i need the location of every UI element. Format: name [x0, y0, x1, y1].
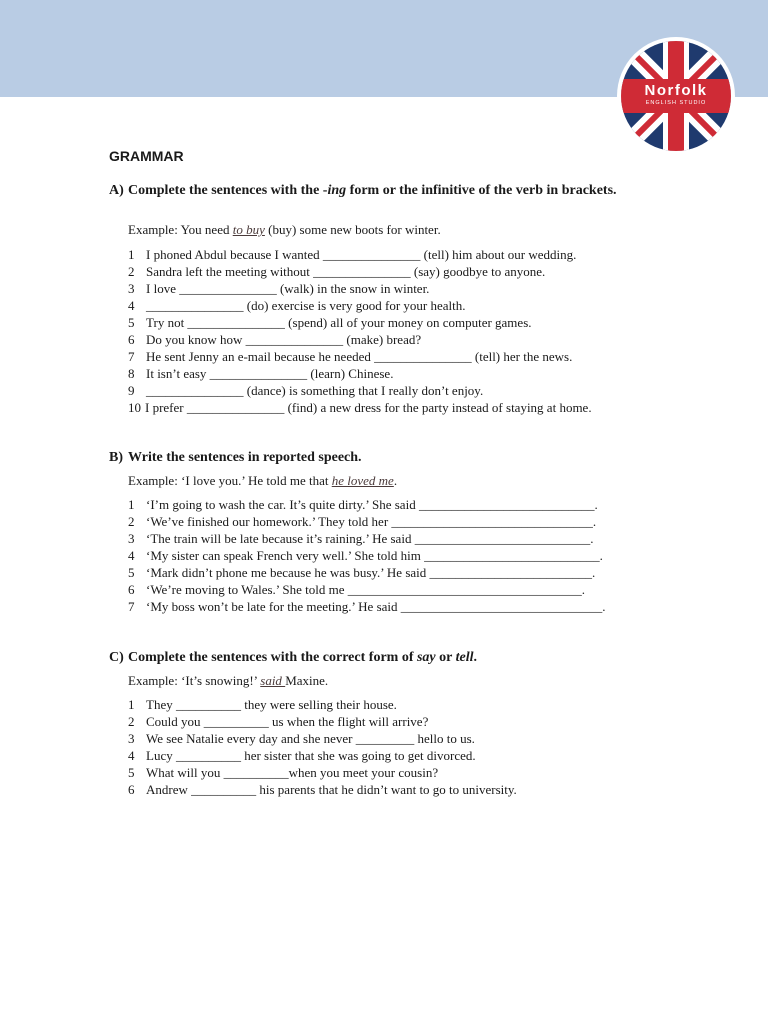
exercise-item	[128, 263, 592, 280]
exercise-item	[128, 348, 592, 365]
section-b-list	[128, 496, 606, 615]
exercise-item	[128, 547, 606, 564]
item-number: 1	[128, 497, 135, 512]
logo-name: Norfolk	[644, 82, 708, 99]
example-answer: he loved me	[331, 473, 394, 488]
section-b-title: B) Write the sentences in reported speech.	[109, 450, 362, 465]
item-number: 6	[128, 332, 135, 347]
item-number: 6	[128, 582, 135, 597]
item-number: 5	[128, 765, 135, 780]
exercise-item	[128, 764, 517, 781]
section-a-title: A) Complete the sentences with the -ing form or the infinitive of the verb in brackets.	[109, 183, 617, 198]
item-number: 1	[128, 697, 135, 712]
item-text: I love _______________ (walk) in the snow in winter.	[146, 281, 430, 296]
item-text: ‘I’m going to wash the car. It’s quite dirty.’ She said ___________________________.	[146, 497, 598, 512]
item-text: Try not _______________ (spend) all of your money on computer games.	[146, 315, 532, 330]
item-text: ‘We’re moving to Wales.’ She told me ____________________________________.	[146, 582, 586, 597]
exercise-item	[128, 747, 517, 764]
exercise-item	[128, 331, 592, 348]
norfolk-logo	[617, 37, 735, 155]
section-c-example: Example: ‘It’s snowing!’ said Maxine.	[128, 673, 329, 688]
item-text: Lucy __________ her sister that she was going to get divorced.	[146, 748, 476, 763]
section-b-letter: B)	[109, 450, 123, 465]
item-number: 2	[128, 714, 135, 729]
exercise-item	[128, 496, 606, 513]
section-a-example: Example: You need to buy (buy) some new boots for winter.	[128, 222, 441, 237]
section-a-list	[128, 246, 592, 416]
item-number: 10	[128, 400, 141, 415]
page-title: GRAMMAR	[109, 148, 184, 164]
item-text: ‘We’ve finished our homework.’ They told her _______________________________.	[146, 514, 597, 529]
section-a-letter: A)	[109, 183, 124, 198]
item-number: 5	[128, 315, 135, 330]
item-number: 5	[128, 565, 135, 580]
item-text: _______________ (dance) is something that I really don’t enjoy.	[146, 383, 484, 398]
section-c-list	[128, 696, 517, 798]
exercise-item	[128, 365, 592, 382]
item-text: ‘Mark didn’t phone me because he was busy.’ He said _________________________.	[146, 565, 596, 580]
section-b-example: Example: ‘I love you.’ He told me that he loved me.	[128, 473, 398, 488]
item-number: 4	[128, 748, 135, 763]
item-number: 2	[128, 264, 135, 279]
item-text: Could you __________ us when the flight will arrive?	[146, 714, 429, 729]
section-c-title: C) Complete the sentences with the correct form of say or tell.	[109, 650, 478, 665]
exercise-item	[128, 713, 517, 730]
exercise-item	[128, 280, 592, 297]
exercise-item	[128, 781, 517, 798]
exercise-item	[128, 696, 517, 713]
item-number: 3	[128, 731, 135, 746]
item-number: 4	[128, 298, 135, 313]
item-text: Sandra left the meeting without _______________ (say) goodbye to anyone.	[146, 264, 546, 279]
item-text: They __________ they were selling their house.	[146, 697, 397, 712]
example-answer: said	[260, 673, 286, 688]
item-text: Do you know how _______________ (make) bread?	[146, 332, 422, 347]
exercise-item	[128, 314, 592, 331]
item-text: ‘My sister can speak French very well.’ She told him ___________________________.	[146, 548, 603, 563]
item-number: 7	[128, 349, 135, 364]
exercise-item	[128, 564, 606, 581]
item-number: 7	[128, 599, 135, 614]
item-number: 2	[128, 514, 135, 529]
exercise-item	[128, 513, 606, 530]
item-text: I prefer _______________ (find) a new dress for the party instead of staying at home.	[145, 400, 592, 415]
item-text: ‘The train will be late because it’s raining.’ He said ___________________________.	[146, 531, 594, 546]
item-text: It isn’t easy _______________ (learn) Chinese.	[146, 366, 394, 381]
item-number: 3	[128, 531, 135, 546]
item-text: What will you __________when you meet your cousin?	[146, 765, 439, 780]
section-c-letter: C)	[109, 650, 124, 665]
exercise-item	[128, 730, 517, 747]
example-answer: to buy	[232, 222, 265, 237]
item-text: ‘My boss won’t be late for the meeting.’ He said _______________________________.	[146, 599, 606, 614]
exercise-item	[128, 598, 606, 615]
exercise-item	[128, 581, 606, 598]
item-text: _______________ (do) exercise is very good for your health.	[146, 298, 466, 313]
exercise-item	[128, 399, 592, 416]
item-number: 1	[128, 247, 135, 262]
item-number: 6	[128, 782, 135, 797]
item-number: 4	[128, 548, 135, 563]
exercise-item	[128, 382, 592, 399]
logo-subtitle: ENGLISH STUDIO	[645, 100, 707, 106]
item-text: He sent Jenny an e-mail because he needed _______________ (tell) her the news.	[146, 349, 573, 364]
item-number: 8	[128, 366, 135, 381]
item-text: Andrew __________ his parents that he didn’t want to go to university.	[146, 782, 517, 797]
exercise-item	[128, 297, 592, 314]
item-text: I phoned Abdul because I wanted _______________ (tell) him about our wedding.	[146, 247, 577, 262]
item-text: We see Natalie every day and she never _________ hello to us.	[146, 731, 475, 746]
item-number: 9	[128, 383, 135, 398]
item-number: 3	[128, 281, 135, 296]
exercise-item	[128, 530, 606, 547]
exercise-item	[128, 246, 592, 263]
